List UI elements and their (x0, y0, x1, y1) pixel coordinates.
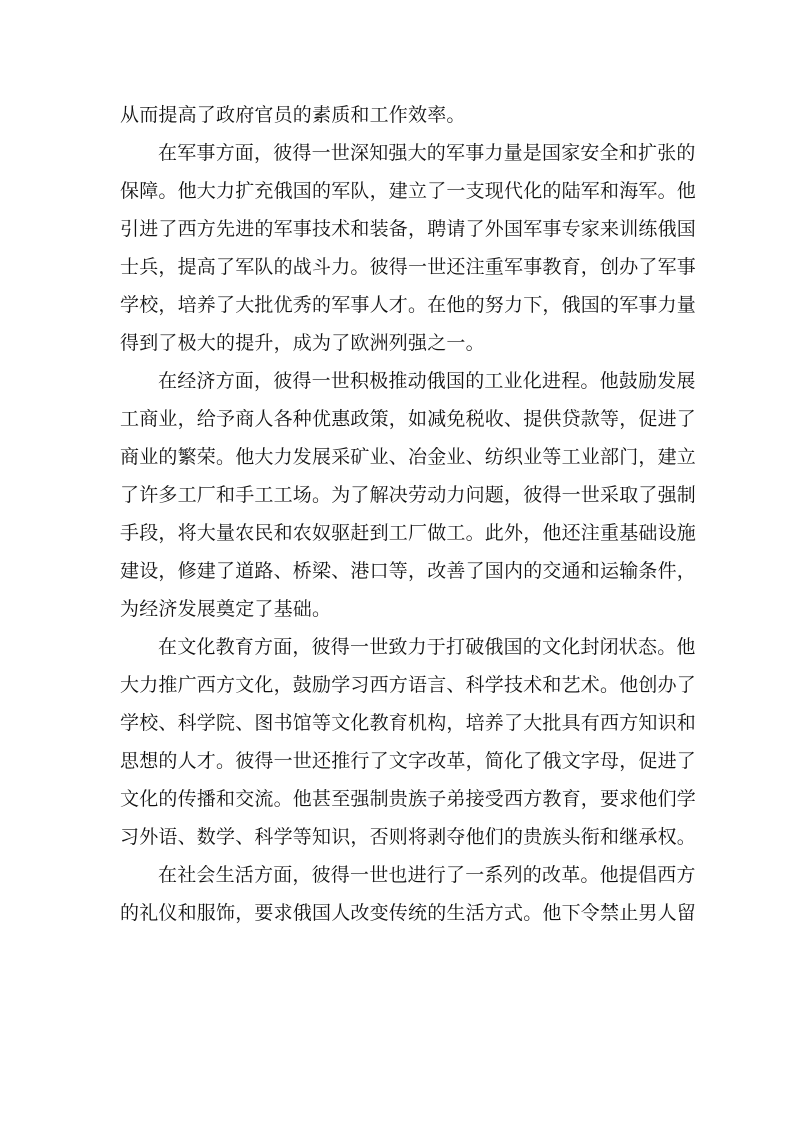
paragraph-start-line: 在军事方面，彼得一世深知强大的军事力量是国家安全和扩张的 (158, 142, 696, 164)
text-line: 习外语、数学、科学等知识，否则将剥夺他们的贵族头衔和继承权。 (120, 826, 697, 848)
text-line: 学校、科学院、图书馆等文化教育机构，培养了大批具有西方知识和 (120, 712, 697, 734)
paragraph-start-line: 在社会生活方面，彼得一世也进行了一系列的改革。他提倡西方 (158, 864, 696, 886)
text-line: 从而提高了政府官员的素质和工作效率。 (120, 104, 466, 126)
text-line: 的礼仪和服饰，要求俄国人改变传统的生活方式。他下令禁止男人留 (120, 902, 697, 924)
text-line: 学校，培养了大批优秀的军事人才。在他的努力下，俄国的军事力量 (120, 294, 697, 316)
document-body (120, 96, 697, 932)
text-line: 工商业，给予商人各种优惠政策，如减免税收、提供贷款等，促进了 (120, 408, 697, 430)
paragraph-start-line: 在文化教育方面，彼得一世致力于打破俄国的文化封闭状态。他 (158, 636, 696, 658)
text-line: 为经济发展奠定了基础。 (120, 598, 332, 620)
text-line: 大力推广西方文化，鼓励学习西方语言、科学技术和艺术。他创办了 (120, 674, 697, 696)
text-line: 得到了极大的提升，成为了欧洲列强之一。 (120, 332, 485, 354)
paragraph-start-line: 在经济方面，彼得一世积极推动俄国的工业化进程。他鼓励发展 (158, 370, 696, 392)
text-line: 文化的传播和交流。他甚至强制贵族子弟接受西方教育，要求他们学 (120, 788, 697, 810)
text-line: 建设，修建了道路、桥梁、港口等，改善了国内的交通和运输条件， (120, 560, 697, 582)
text-line: 商业的繁荣。他大力发展采矿业、冶金业、纺织业等工业部门，建立 (120, 446, 697, 468)
text-line: 士兵，提高了军队的战斗力。彼得一世还注重军事教育，创办了军事 (120, 256, 697, 278)
text-line: 引进了西方先进的军事技术和装备，聘请了外国军事专家来训练俄国 (120, 218, 697, 240)
text-line: 保障。他大力扩充俄国的军队，建立了一支现代化的陆军和海军。他 (120, 180, 697, 202)
text-line: 了许多工厂和手工工场。为了解决劳动力问题，彼得一世采取了强制 (120, 484, 697, 506)
text-line: 思想的人才。彼得一世还推行了文字改革，简化了俄文字母，促进了 (120, 750, 697, 772)
text-line: 手段，将大量农民和农奴驱赶到工厂做工。此外，他还注重基础设施 (120, 522, 697, 544)
